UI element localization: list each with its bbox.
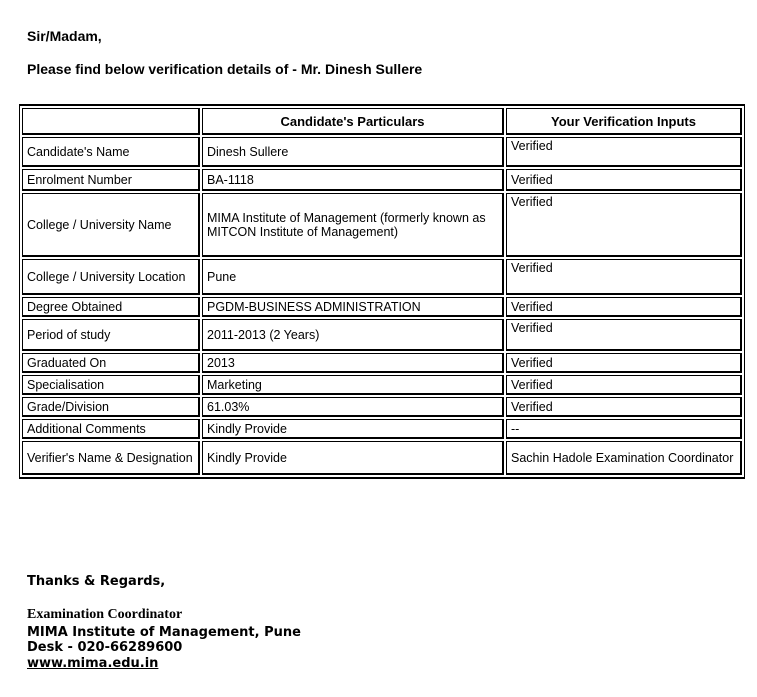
row-label: College / University Name: [22, 193, 200, 257]
header-verification: Your Verification Inputs: [506, 108, 742, 135]
header-particulars: Candidate's Particulars: [202, 108, 504, 135]
row-verification: Verified: [506, 169, 742, 191]
table-row: [22, 193, 742, 257]
row-particular: Dinesh Sullere: [202, 137, 504, 167]
row-particular: BA-1118: [202, 169, 504, 191]
row-verification: --: [506, 419, 742, 439]
row-particular: Kindly Provide: [202, 419, 504, 439]
row-particular: 61.03%: [202, 397, 504, 417]
verification-table: [20, 106, 744, 477]
row-particular: MIMA Institute of Management (formerly known as MITCON Institute of Management): [202, 193, 504, 257]
row-label: Enrolment Number: [22, 169, 200, 191]
row-verification: Verified: [506, 397, 742, 417]
row-verification: Verified: [506, 137, 742, 167]
table-row: [22, 137, 742, 167]
row-label: Additional Comments: [22, 419, 200, 439]
row-label: Specialisation: [22, 375, 200, 395]
row-verification: Verified: [506, 319, 742, 351]
row-verification: Verified: [506, 375, 742, 395]
row-particular: Marketing: [202, 375, 504, 395]
table-row: [22, 375, 742, 395]
row-label: College / University Location: [22, 259, 200, 295]
thanks-line: Thanks & Regards,: [27, 574, 166, 589]
row-label: Degree Obtained: [22, 297, 200, 317]
row-particular: PGDM-BUSINESS ADMINISTRATION: [202, 297, 504, 317]
row-label: Graduated On: [22, 353, 200, 373]
salutation: Sir/Madam,: [27, 28, 102, 44]
table-row: [22, 297, 742, 317]
row-particular: Pune: [202, 259, 504, 295]
row-particular: Kindly Provide: [202, 441, 504, 475]
signature-institution: MIMA Institute of Management, Pune: [27, 625, 301, 640]
row-verification: Verified: [506, 297, 742, 317]
table-row: [22, 419, 742, 439]
row-particular: 2011-2013 (2 Years): [202, 319, 504, 351]
table-row: [22, 319, 742, 351]
row-particular: 2013: [202, 353, 504, 373]
table-row: [22, 397, 742, 417]
website-link[interactable]: www.mima.edu.in: [27, 656, 159, 671]
signature-title: Examination Coordinator: [27, 607, 183, 622]
row-label: Grade/Division: [22, 397, 200, 417]
row-verification: Verified: [506, 259, 742, 295]
row-label: Verifier's Name & Designation: [22, 441, 200, 475]
row-verification: Sachin Hadole Examination Coordinator: [506, 441, 742, 475]
row-label: Candidate's Name: [22, 137, 200, 167]
table-header-row: [22, 108, 742, 135]
row-verification: Verified: [506, 353, 742, 373]
table-row: [22, 353, 742, 373]
table-row: [22, 441, 742, 475]
signature-desk-phone: Desk - 020-66289600: [27, 640, 183, 655]
table-row: [22, 259, 742, 295]
table-row: [22, 169, 742, 191]
header-label: [22, 108, 200, 135]
verification-table-container: [19, 104, 745, 479]
row-label: Period of study: [22, 319, 200, 351]
intro-line: Please find below verification details of - Mr. Dinesh Sullere: [27, 61, 423, 77]
row-verification: Verified: [506, 193, 742, 257]
